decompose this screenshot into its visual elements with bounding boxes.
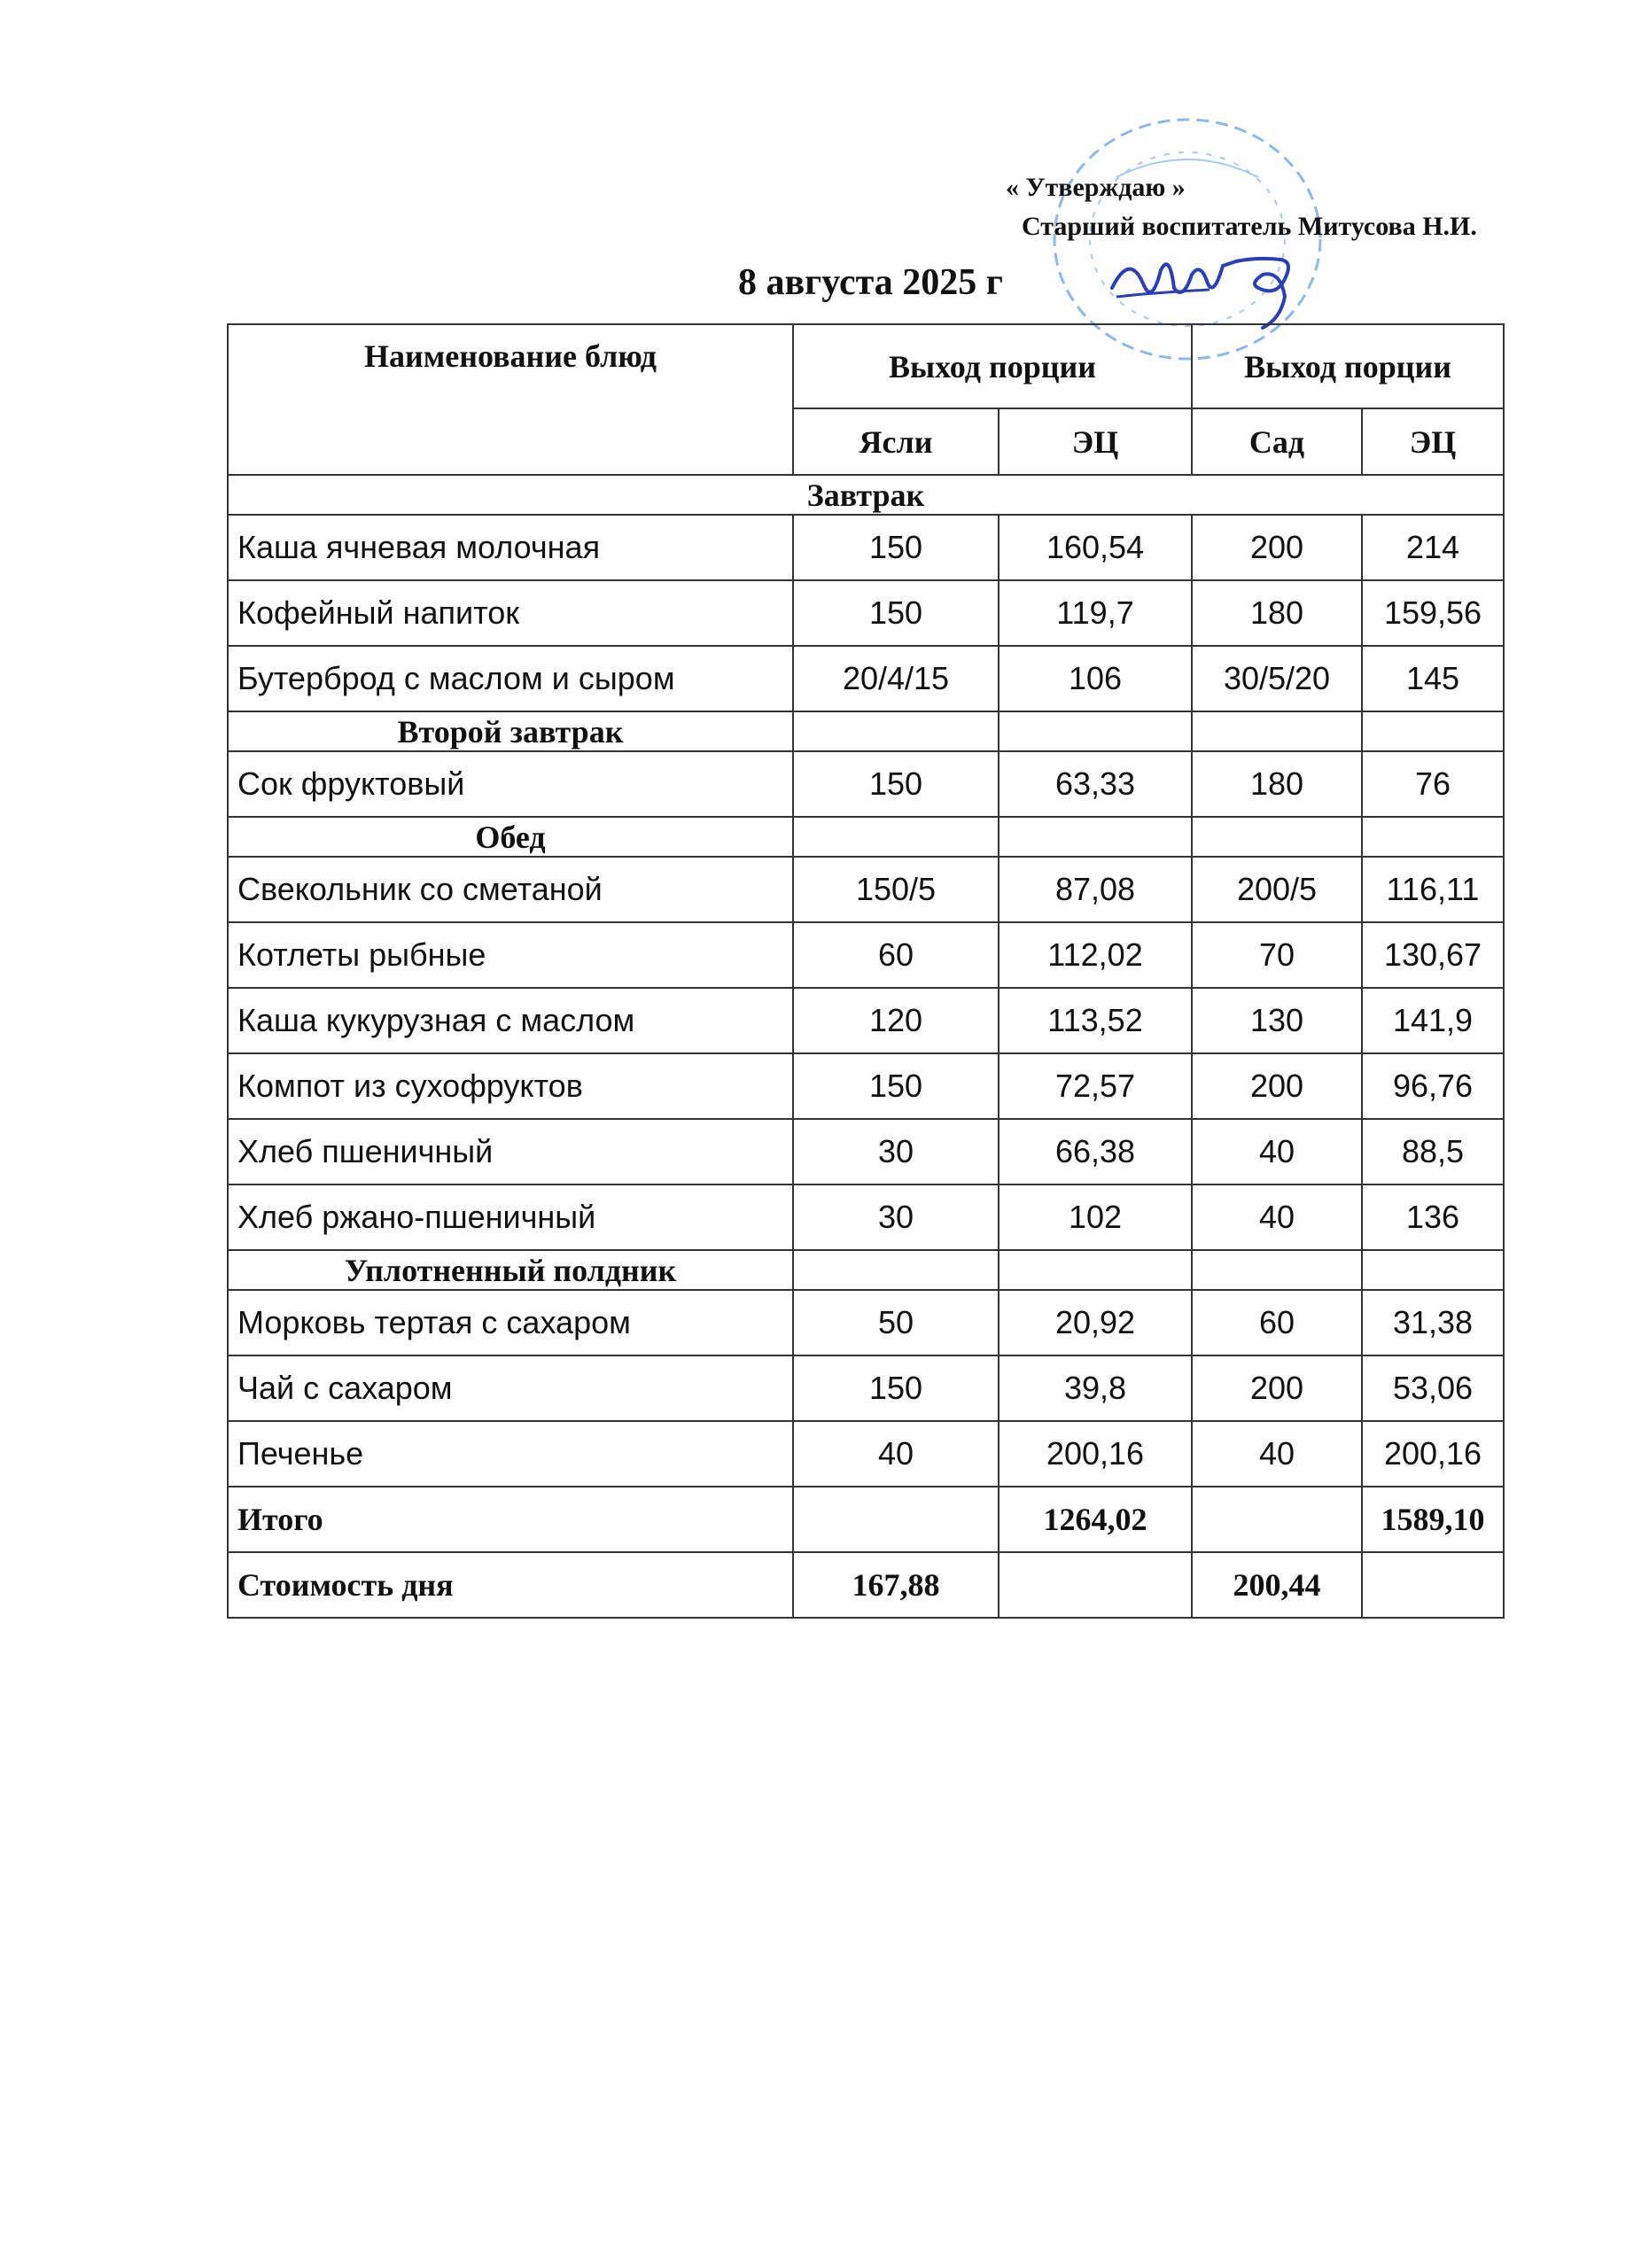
- empty-cell: [1362, 817, 1504, 857]
- yasli-ec: 102: [999, 1184, 1192, 1250]
- yasli-portion: 30: [793, 1184, 999, 1250]
- dish-name: Печенье: [228, 1421, 793, 1487]
- approval-block: [1006, 168, 1477, 246]
- sad-portion: 200: [1192, 515, 1362, 580]
- sad-ec: 76: [1362, 751, 1504, 817]
- menu-body: [228, 475, 1504, 1618]
- yasli-portion: 60: [793, 922, 999, 988]
- header-output-yasli: Выход порции: [793, 324, 1192, 408]
- sad-portion: 180: [1192, 580, 1362, 646]
- empty-cell: [1362, 1552, 1504, 1618]
- empty-cell: [793, 711, 999, 751]
- section-row: [228, 475, 1504, 515]
- signature: [1103, 235, 1307, 332]
- sad-portion: 70: [1192, 922, 1362, 988]
- sad-ec: 96,76: [1362, 1053, 1504, 1119]
- sad-portion: 130: [1192, 988, 1362, 1053]
- total-ec-yasli: 1264,02: [999, 1487, 1192, 1552]
- empty-cell: [1192, 711, 1362, 751]
- dish-name: Морковь тертая с сахаром: [228, 1290, 793, 1355]
- yasli-portion: 50: [793, 1290, 999, 1355]
- sad-ec: 214: [1362, 515, 1504, 580]
- section-row: [228, 711, 1504, 751]
- sad-ec: 130,67: [1362, 922, 1504, 988]
- table-row: [228, 751, 1504, 817]
- approval-title: « Утверждаю »: [1006, 173, 1186, 202]
- yasli-portion: 150: [793, 1053, 999, 1119]
- section-title: Завтрак: [228, 475, 1504, 515]
- menu-table: [227, 323, 1505, 1619]
- yasli-ec: 20,92: [999, 1290, 1192, 1355]
- section-row: [228, 817, 1504, 857]
- empty-cell: [999, 1552, 1192, 1618]
- empty-cell: [999, 1250, 1192, 1290]
- sad-ec: 136: [1362, 1184, 1504, 1250]
- dish-name: Бутерброд с маслом и сыром: [228, 646, 793, 711]
- table-row: [228, 1355, 1504, 1421]
- cost-yasli: 167,88: [793, 1552, 999, 1618]
- sad-portion: 30/5/20: [1192, 646, 1362, 711]
- sad-ec: 200,16: [1362, 1421, 1504, 1487]
- sad-portion: 40: [1192, 1421, 1362, 1487]
- yasli-ec: 113,52: [999, 988, 1192, 1053]
- empty-cell: [1192, 1250, 1362, 1290]
- dish-name: Сок фруктовый: [228, 751, 793, 817]
- dish-name: Каша кукурузная с маслом: [228, 988, 793, 1053]
- yasli-ec: 112,02: [999, 922, 1192, 988]
- yasli-portion: 20/4/15: [793, 646, 999, 711]
- total-ec-sad: 1589,10: [1362, 1487, 1504, 1552]
- menu-date: 8 августа 2025 г: [738, 262, 1003, 303]
- empty-cell: [793, 817, 999, 857]
- sad-ec: 141,9: [1362, 988, 1504, 1053]
- sad-portion: 200: [1192, 1355, 1362, 1421]
- dish-name: Хлеб ржано-пшеничный: [228, 1184, 793, 1250]
- dish-name: Кофейный напиток: [228, 580, 793, 646]
- table-row: [228, 580, 1504, 646]
- section-row: [228, 1250, 1504, 1290]
- table-row: [228, 1421, 1504, 1487]
- cost-label: Стоимость дня: [228, 1552, 793, 1618]
- table-row: [228, 857, 1504, 922]
- yasli-ec: 160,54: [999, 515, 1192, 580]
- table-row: [228, 922, 1504, 988]
- yasli-ec: 66,38: [999, 1119, 1192, 1184]
- yasli-ec: 87,08: [999, 857, 1192, 922]
- dish-name: Каша ячневая молочная: [228, 515, 793, 580]
- sad-portion: 200: [1192, 1053, 1362, 1119]
- table-row: [228, 1053, 1504, 1119]
- empty-cell: [999, 711, 1192, 751]
- yasli-ec: 119,7: [999, 580, 1192, 646]
- sad-portion: 40: [1192, 1119, 1362, 1184]
- sad-ec: 53,06: [1362, 1355, 1504, 1421]
- table-row: [228, 1290, 1504, 1355]
- sad-ec: 145: [1362, 646, 1504, 711]
- section-title: Обед: [228, 817, 793, 857]
- table-row: [228, 646, 1504, 711]
- dish-name: Котлеты рыбные: [228, 922, 793, 988]
- header-ec-yasli: ЭЦ: [999, 408, 1192, 475]
- empty-cell: [1362, 711, 1504, 751]
- dish-name: Чай с сахаром: [228, 1355, 793, 1421]
- yasli-portion: 150: [793, 515, 999, 580]
- cost-sad: 200,44: [1192, 1552, 1362, 1618]
- yasli-portion: 150: [793, 1355, 999, 1421]
- empty-cell: [999, 817, 1192, 857]
- yasli-portion: 120: [793, 988, 999, 1053]
- yasli-ec: 39,8: [999, 1355, 1192, 1421]
- header-sad: Сад: [1192, 408, 1362, 475]
- yasli-portion: 150: [793, 580, 999, 646]
- sad-ec: 116,11: [1362, 857, 1504, 922]
- table-row: [228, 1184, 1504, 1250]
- dish-name: Хлеб пшеничный: [228, 1119, 793, 1184]
- approval-signatory: Старший воспитатель Митусова Н.И.: [1022, 212, 1477, 241]
- yasli-portion: 150: [793, 751, 999, 817]
- section-title: Уплотненный полдник: [228, 1250, 793, 1290]
- table-row: [228, 1119, 1504, 1184]
- header-ec-sad: ЭЦ: [1362, 408, 1504, 475]
- table-row: [228, 988, 1504, 1053]
- empty-cell: [1192, 1487, 1362, 1552]
- yasli-ec: 72,57: [999, 1053, 1192, 1119]
- dish-name: Свекольник со сметаной: [228, 857, 793, 922]
- sad-portion: 60: [1192, 1290, 1362, 1355]
- yasli-portion: 40: [793, 1421, 999, 1487]
- yasli-portion: 150/5: [793, 857, 999, 922]
- yasli-ec: 106: [999, 646, 1192, 711]
- section-title: Второй завтрак: [228, 711, 793, 751]
- dish-name: Компот из сухофруктов: [228, 1053, 793, 1119]
- sad-portion: 180: [1192, 751, 1362, 817]
- total-label: Итого: [228, 1487, 793, 1552]
- yasli-ec: 200,16: [999, 1421, 1192, 1487]
- sad-ec: 88,5: [1362, 1119, 1504, 1184]
- yasli-portion: 30: [793, 1119, 999, 1184]
- empty-cell: [1362, 1250, 1504, 1290]
- header-output-sad: Выход порции: [1192, 324, 1504, 408]
- table-row: [228, 515, 1504, 580]
- sad-ec: 31,38: [1362, 1290, 1504, 1355]
- sad-ec: 159,56: [1362, 580, 1504, 646]
- empty-cell: [1192, 817, 1362, 857]
- sad-portion: 40: [1192, 1184, 1362, 1250]
- empty-cell: [793, 1487, 999, 1552]
- sad-portion: 200/5: [1192, 857, 1362, 922]
- yasli-ec: 63,33: [999, 751, 1192, 817]
- header-dish-name: Наименование блюд: [228, 324, 793, 475]
- header-yasli: Ясли: [793, 408, 999, 475]
- cost-row: [228, 1552, 1504, 1618]
- total-row: [228, 1487, 1504, 1552]
- empty-cell: [793, 1250, 999, 1290]
